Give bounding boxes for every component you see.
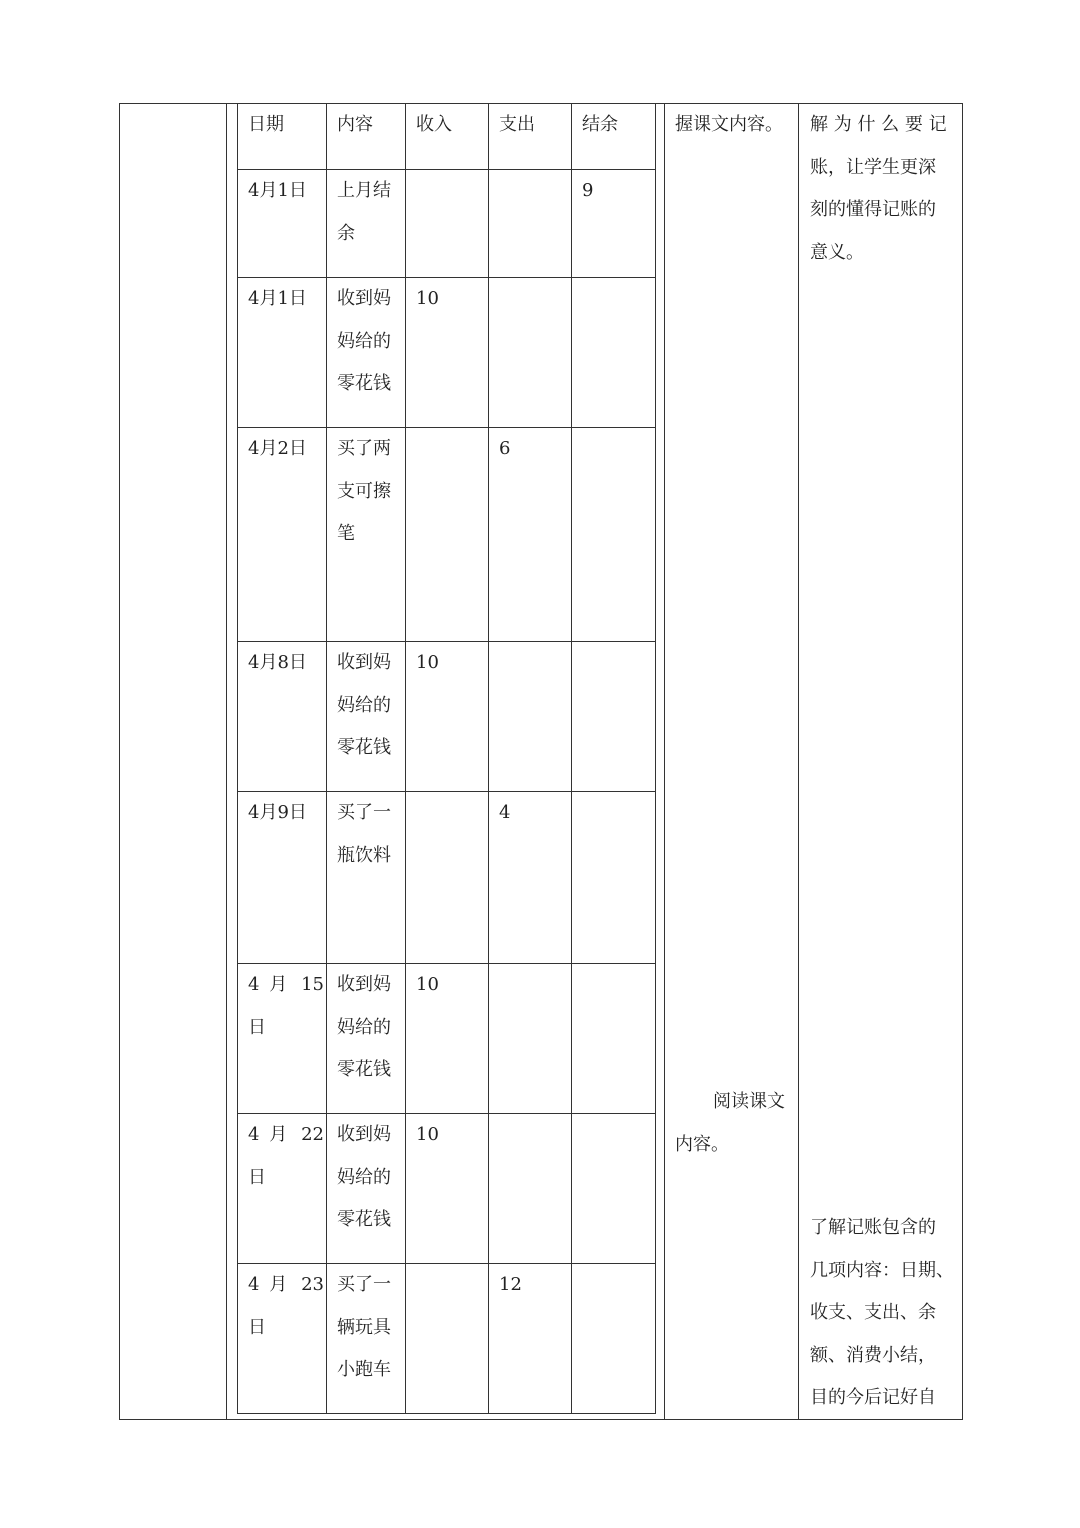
ledger-date-cell <box>248 1264 324 1349</box>
intent-bottom-line-1: 了解记账包含的 <box>810 1217 936 1238</box>
ledger-date-line: 4月1日 <box>248 180 307 201</box>
ledger-content-line: 瓶饮料 <box>337 844 391 866</box>
intent-top-line-2: 账，让学生更深 <box>810 156 936 178</box>
ledger-col-border <box>405 103 406 1414</box>
ledger-date-line: 4 月 22 <box>248 1124 324 1145</box>
ledger-col-border <box>237 103 238 1414</box>
ledger-content-line: 上月结 <box>337 180 391 201</box>
ledger-balance-cell: 9 <box>582 180 594 201</box>
ledger-date-line: 日 <box>248 1316 266 1338</box>
ledger-content-line: 支可擦 <box>337 480 391 502</box>
intent-top-text <box>810 104 958 274</box>
outer-col-divider-2 <box>664 103 665 1420</box>
ledger-content-line: 余 <box>337 222 355 244</box>
ledger-content-cell <box>337 278 403 406</box>
activity-top-text: 握课文内容。 <box>675 114 783 135</box>
ledger-header-cell: 收入 <box>416 114 452 135</box>
ledger-content-line: 零花钱 <box>337 373 391 394</box>
ledger-date-cell <box>248 792 324 835</box>
ledger-content-line: 零花钱 <box>337 1209 391 1230</box>
ledger-header-cell: 日期 <box>248 114 284 135</box>
intent-bottom-text <box>810 1207 958 1420</box>
ledger-date-line: 4月9日 <box>248 802 307 823</box>
ledger-content-line: 妈给的 <box>337 1166 391 1188</box>
ledger-content-cell <box>337 428 403 556</box>
ledger-date-cell <box>248 964 324 1049</box>
ledger-content-line: 收到妈 <box>337 288 391 309</box>
ledger-content-line: 小跑车 <box>337 1359 391 1380</box>
ledger-expense-cell: 6 <box>499 438 511 459</box>
ledger-content-line: 笔 <box>337 523 355 544</box>
ledger-content-line: 妈给的 <box>337 1016 391 1038</box>
ledger-date-cell <box>248 170 324 213</box>
ledger-content-cell <box>337 1264 403 1392</box>
activity-read-line-2: 内容。 <box>675 1133 729 1155</box>
ledger-expense-cell: 12 <box>499 1274 522 1295</box>
activity-read-text <box>675 1081 795 1166</box>
ledger-header-cell: 结余 <box>582 114 618 135</box>
ledger-content-line: 妈给的 <box>337 330 391 352</box>
ledger-date-cell <box>248 428 324 471</box>
ledger-income-cell: 10 <box>416 1124 439 1145</box>
ledger-content-line: 辆玩具 <box>337 1316 391 1338</box>
ledger-row-border <box>237 1413 656 1414</box>
ledger-header-cell: 内容 <box>337 114 373 135</box>
ledger-content-cell <box>337 1114 403 1242</box>
intent-top-line-4: 意义。 <box>810 241 864 263</box>
intent-bottom-line-4: 额、消费小结， <box>810 1344 936 1366</box>
ledger-date-line: 日 <box>248 1016 266 1038</box>
outer-right-border <box>962 103 963 1420</box>
ledger-date-line: 4月2日 <box>248 438 307 459</box>
ledger-content-line: 零花钱 <box>337 737 391 758</box>
ledger-date-line: 4 月 23 <box>248 1274 324 1295</box>
ledger-content-cell <box>337 964 403 1092</box>
ledger-income-cell: 10 <box>416 974 439 995</box>
activity-read-line-1: 阅读课文 <box>713 1091 785 1112</box>
intent-bottom-line-3: 收支、支出、余 <box>810 1302 936 1323</box>
ledger-date-line: 4月8日 <box>248 652 307 673</box>
ledger-date-cell <box>248 1114 324 1199</box>
ledger-date-cell <box>248 278 324 321</box>
intent-bottom-line-2: 几项内容：日期、 <box>810 1259 954 1281</box>
ledger-content-cell <box>337 792 403 877</box>
ledger-content-line: 买了一 <box>337 1274 391 1295</box>
ledger-content-line: 妈给的 <box>337 694 391 716</box>
ledger-content-line: 买了一 <box>337 802 391 823</box>
ledger-content-cell <box>337 642 403 770</box>
ledger-date-line: 日 <box>248 1166 266 1188</box>
ledger-income-cell: 10 <box>416 288 439 309</box>
ledger-col-border <box>488 103 489 1414</box>
ledger-content-line: 买了两 <box>337 438 391 459</box>
ledger-content-line: 收到妈 <box>337 652 391 673</box>
intent-top-line-1: 解 为 什 么 要 记 <box>810 114 947 135</box>
ledger-date-cell <box>248 642 324 685</box>
ledger-date-line: 4 月 15 <box>248 974 324 995</box>
ledger-expense-cell: 4 <box>499 802 511 823</box>
ledger-income-cell: 10 <box>416 652 439 673</box>
intent-top-line-3: 刻的懂得记账的 <box>810 199 936 220</box>
ledger-content-cell <box>337 170 403 255</box>
ledger-content-line: 零花钱 <box>337 1059 391 1080</box>
ledger-content-line: 收到妈 <box>337 1124 391 1145</box>
ledger-date-line: 4月1日 <box>248 288 307 309</box>
ledger-col-border <box>571 103 572 1414</box>
outer-left-border <box>119 103 120 1420</box>
outer-col-divider-3 <box>798 103 799 1420</box>
outer-col-divider-1 <box>226 103 227 1420</box>
ledger-col-border <box>326 103 327 1414</box>
ledger-content-line: 收到妈 <box>337 974 391 995</box>
ledger-col-border <box>655 103 656 1414</box>
ledger-header-cell: 支出 <box>499 114 535 135</box>
intent-bottom-line-5: 目的今后记好自 <box>810 1387 936 1408</box>
